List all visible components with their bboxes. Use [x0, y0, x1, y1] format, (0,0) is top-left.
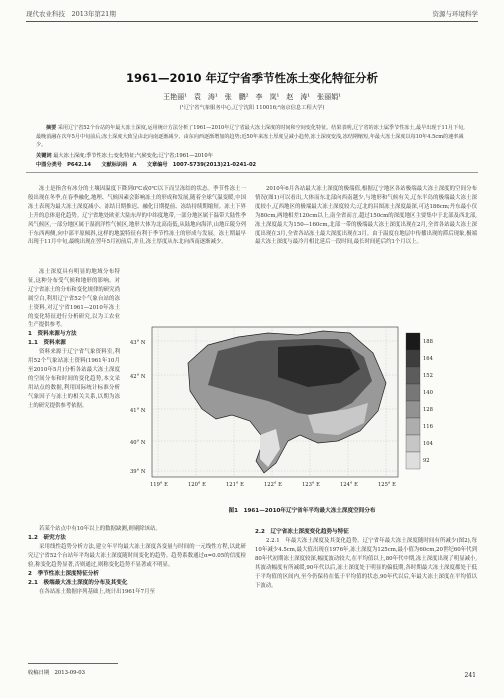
keywords-label: 关键词: [36, 153, 52, 159]
left-column-top: [28, 185, 246, 247]
section-2-heading: 2 季节性冻土深度特征分析: [28, 570, 100, 577]
exclusion-sentence: 若某个站点中有10年以上的数据缺测,则剔除该站。: [39, 526, 161, 532]
results-paragraph: 2010年6月各站最大冻土深度的极端值,根据辽宁地区各站极端最大冻土深度的空间分布情况(图1)可以看出,大体而东北部向西南越少,与地形和气候有关,辽东半岛的极端最大冻土深度较小,辽西地区的极端最大冻土深度较大;辽北的昌图冻土深度最深,可达186cm;丹东最小仅为80cm,两地相差120cm以上,南全省而言,超过150cm的深度地区主要集中于北部及西北部,冻土深度最大为150—160cm,北部一带的极端最大冻土深度出现在2月,全省各站最大冻土深度出现在3月,全省各站冻土最大深度出现在3月。由于温度在地层中传播出现的滞后现象,极端最大冻土深度与最冷月相比延后一段时间,最长时间延后约1个月以上。: [255, 186, 477, 246]
lon-label: 120° E: [188, 482, 206, 488]
method-paragraph: 采用线性趋势分析方法,建立年平均最大冻土深度各变量与时间的一元线性方程,以此研究辽宁省52个台站年平均最大冻土深度随时间变化的趋势。趋势系数通过α=0.05的信度检验,称变化趋势显著,否则通过,则称变化趋势不显著或不明显。: [28, 543, 246, 568]
running-header: [26, 9, 478, 21]
section-1-1-heading: 1.1 资料来源: [28, 340, 66, 347]
lon-label: 123° E: [302, 482, 320, 488]
figure-1-caption: 图1 1961—2010年辽宁省年平均最大冻土深度空间分布: [228, 508, 376, 514]
figure-1-map: [128, 323, 448, 489]
classification-line: [36, 161, 468, 168]
lon-label: 121° E: [226, 482, 244, 488]
section-2-1-paragraph: 在各站冻土数据序列基础上,统计出1961年7月至: [39, 588, 155, 595]
legend-swatch: [406, 418, 420, 435]
lat-label: 42° N: [130, 374, 146, 380]
legend-swatch: [406, 452, 420, 469]
legend-label: 152: [423, 373, 433, 379]
author-list: 王艳丽¹ 袁 涛¹ 张 鹏² 李 岚¹ 赵 涛¹ 张丽娟¹: [163, 93, 341, 101]
abstract: [36, 124, 468, 150]
lon-label: 119° E: [150, 482, 168, 488]
header-rule: [26, 21, 478, 22]
lon-label: 125° E: [378, 482, 396, 488]
legend-label: 140: [423, 390, 433, 396]
section-2-1-heading: 2.1 极端最大冻土深度的分布及其变化: [28, 579, 128, 586]
journal-name: 现代农业科技 2013年第21期: [26, 10, 116, 18]
left-narrow-column: [28, 268, 120, 411]
legend-label: 164: [423, 356, 433, 362]
section-2-2-1-paragraph: 2.2.1 年最大冻土深度及其变化趋势。辽宁省年最大冻土深度随时间有所减少(图2),每10年减少4.5cm,最大值出现在1976年,冻土深度为125cm,最小值为60cm,20世纪60年代到80年代初期冻土深度较深,幅度波动较大,在平均值以上,80年代中期,冻土深度出现了明显减小,其波动幅度有所减缓,90年代以后,冻土深度处于明显的偏低期,各时期最大冻土深度都处于低于平均值的区间内,至今仍保持在低于平均值的状态,90年代以后,年最大冻土深度在平均值以下波动。: [255, 538, 477, 589]
legend-swatch: [406, 401, 420, 418]
legend-swatch: [406, 350, 420, 367]
section-1-heading: 1 资料来源与方法: [28, 331, 77, 338]
lon-label: 122° E: [264, 482, 282, 488]
lat-label: 41° N: [130, 408, 146, 414]
page-number: 241: [464, 672, 476, 679]
frost-depth-map-svg: [128, 323, 448, 489]
legend-label: 116: [423, 424, 433, 430]
data-source-paragraph: 资料来源于辽宁省气象资料室,利用52个气象站冻土资料(1961年10月至2010年5月)分析各站最大冻土深度的空间分布和时间的变化趋势,本文采用站点的数据,利用国际统计标准分析气象因子与冻土的相关关系,以期为冻土的研究提供参考依据。: [28, 349, 120, 409]
section-name: 资源与环境科学: [432, 10, 478, 18]
footnote-rule: [28, 663, 118, 664]
affiliation: (¹辽宁省气象服务中心,辽宁沈阳 110016;²南京信息工程大学): [179, 105, 325, 111]
section-2-2-heading: 2.2 辽宁省冻土深度变化趋势与特征: [255, 529, 349, 535]
abstract-label: 摘要: [46, 125, 57, 131]
right-column-top: [255, 185, 477, 247]
map-legend: [406, 333, 434, 469]
classification-text: 中图分类号 P642.14 文献标识码 A 文章编号 1007-5739(2013)21-0241-02: [36, 162, 257, 168]
keywords-text: 最大冻土深度;季节性冻土;变化特征;气候变化;辽宁省;1961—2010年: [53, 153, 213, 159]
legend-swatch: [406, 384, 420, 401]
legend-label: 128: [423, 407, 433, 413]
legend-swatch: [406, 367, 420, 384]
legend-swatch: [406, 435, 420, 452]
lat-label: 43° N: [130, 340, 146, 346]
legend-label: 92: [423, 458, 430, 464]
keywords: [36, 152, 468, 159]
legend-label: 188: [423, 339, 433, 345]
right-column-bottom: [255, 528, 477, 590]
legend-label: 104: [423, 441, 433, 447]
lat-label: 39° N: [130, 469, 146, 475]
received-date: 收稿日期 2013-09-03: [28, 670, 86, 676]
left-column-bottom: [28, 525, 246, 597]
lat-label: 40° N: [130, 440, 146, 446]
lon-label: 124° E: [340, 482, 358, 488]
article-title: 1961—2010 年辽宁省季节性冻土变化特征分析: [125, 71, 378, 85]
section-1-2-heading: 1.2 研究方法: [28, 534, 66, 541]
abstract-separator: [26, 172, 478, 173]
intro-paragraph-2: 冻土深度具有明显的地域分布特征,这种分布受气候和地形的影响。对辽宁省冻土的分布和变化规律的研究尚属空白,利用辽宁省52个气象台站的冻土资料,对辽宁省1961—2010年冻土的变化特征进行分析研究,以为工农业生产提供参考。: [28, 269, 120, 329]
legend-swatch: [406, 333, 420, 350]
intro-paragraph: 冻土是指含有冰分的土壤因温度下降到0℃或0℃以下而呈冻结的状态。季节性冻土一般出现在冬季,在春季融化,地理、气候因素会影响冻土的形成和发展,随着全球气温变暖,中国冻土表现为最大冻土深度减小、冻结日期推迟、融化日期提前、冻结持续期缩短。冻土下界上升的总体退化趋势。辽宁省地处欧亚大陆东岸的中纬度地带,一部分地区属于温带大陆性季风气候区,一部分地区属于湿润洋性气候区,地形大体为北高南低,从陆地向海洋,山地丘陵分列于东西两侧,向中部平原倾斜,这样的地貌特征有利于季节性冻土的形成与发展。冻土期最早出现于11月中旬,最晚出现在翌年5月初前后,并且,冻土厚度从东北向西南逐渐减少。: [28, 186, 246, 246]
abstract-text: 采用辽宁省52个台站的年最大冻土深度,运用统计方法分析了1961—2010年辽宁省最大冻土深度的时间和空间变化特征。结果表明,辽宁省的冻土属季节性冻土,最早出现于11月下旬,最晚消融在次年5月中旬前后;冻土深度大致呈由北向南逐渐减少、由东向西逐渐增加的趋势;近50年来冻土厚度呈减小趋势,冻土深度变浅,冻结期缩短,年最大冻土深度以每10年4.5cm的速率减少。: [36, 125, 465, 149]
